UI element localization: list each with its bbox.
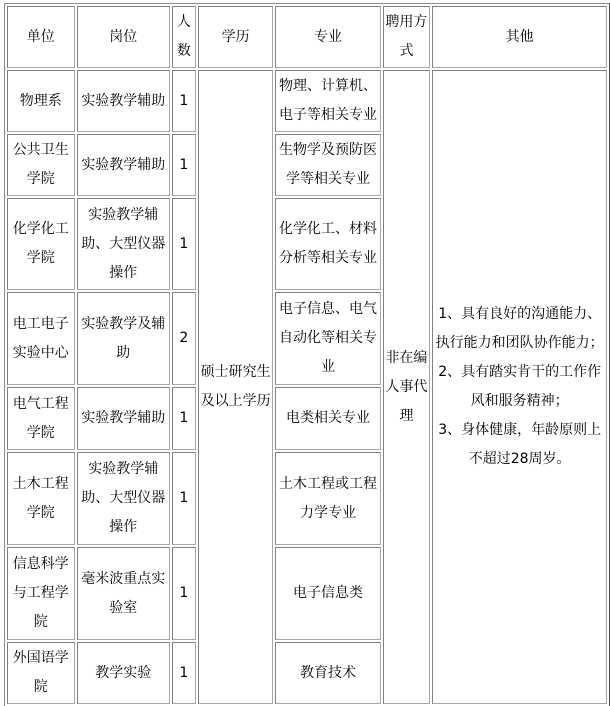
other-item-3: 3、身体健康，年龄原则上不超过28周岁。 [438,422,602,467]
cell-unit: 外国语学院 [7,642,75,704]
cell-major: 教育技术 [275,642,380,704]
cell-education-merged: 硕士研究生及以上学历 [198,70,274,704]
header-count: 人数 [172,6,196,68]
cell-major: 电子信息、电气自动化等相关专业 [275,292,380,385]
cell-count: 1 [172,198,196,290]
cell-count: 1 [172,642,196,704]
cell-count: 1 [172,134,196,196]
table-row [7,70,607,132]
cell-count: 1 [172,547,196,640]
cell-employment-merged: 非在编人事代理 [383,70,431,704]
cell-count: 1 [172,452,196,545]
cell-major: 化学化工、材料分析等相关专业 [275,198,380,290]
header-other: 其他 [432,6,607,68]
cell-unit: 电工电子实验中心 [7,292,75,385]
header-education: 学历 [198,6,274,68]
cell-unit: 电气工程学院 [7,387,75,450]
cell-post: 实验教学及辅助 [77,292,170,385]
cell-post: 实验教学辅助 [77,70,170,132]
cell-unit: 信息科学与工程学院 [7,547,75,640]
header-major: 专业 [275,6,380,68]
other-item-2: 2、具有踏实肯干的工作作风和服务精神； [438,364,602,409]
cell-major: 电类相关专业 [275,387,380,450]
cell-count: 2 [172,292,196,385]
cell-post: 实验教学辅助 [77,387,170,450]
cell-major: 电子信息类 [275,547,380,640]
cell-unit: 土木工程学院 [7,452,75,545]
cell-unit: 公共卫生学院 [7,134,75,196]
cell-count: 1 [172,387,196,450]
header-employment: 聘用方式 [383,6,431,68]
cell-unit: 物理系 [7,70,75,132]
header-unit: 单位 [7,6,75,68]
cell-major: 生物学及预防医学等相关专业 [275,134,380,196]
cell-post: 毫米波重点实验室 [77,547,170,640]
recruitment-table [4,3,610,706]
cell-post: 教学实验 [77,642,170,704]
cell-unit: 化学化工学院 [7,198,75,290]
header-post: 岗位 [77,6,170,68]
cell-post: 实验教学辅助、大型仪器操作 [77,198,170,290]
header-row [7,6,607,68]
cell-major: 物理、计算机、电子等相关专业 [275,70,380,132]
cell-major: 土木工程或工程力学专业 [275,452,380,545]
cell-post: 实验教学辅助 [77,134,170,196]
cell-count: 1 [172,70,196,132]
cell-other-merged [432,70,607,704]
cell-post: 实验教学辅助、大型仪器操作 [77,452,170,545]
other-item-1: 1、具有良好的沟通能力、执行能力和团队协作能力； [435,306,604,351]
